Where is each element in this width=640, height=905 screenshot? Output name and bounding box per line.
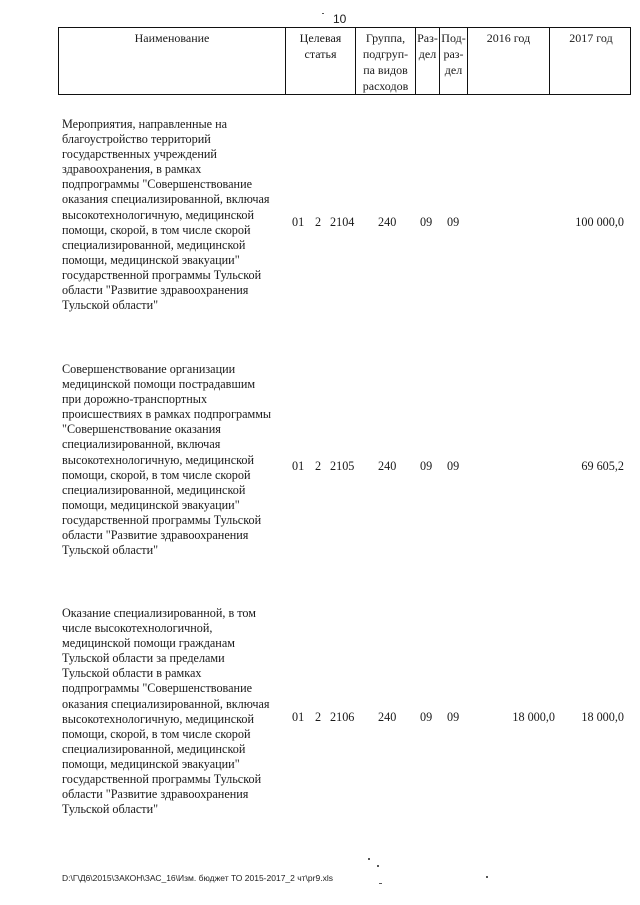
- scan-speck: [368, 858, 370, 860]
- target-code-activity: 2105: [330, 459, 355, 473]
- scan-speck: [322, 13, 324, 14]
- target-code-subprogram: 2: [315, 215, 322, 229]
- header-group-cell: [355, 28, 415, 94]
- table-header: [58, 27, 631, 95]
- scan-speck: [486, 876, 488, 878]
- section-code: 09: [420, 215, 433, 229]
- header-section-cell: [415, 28, 439, 94]
- section-code: 09: [420, 710, 433, 724]
- expense-group: 240: [378, 710, 397, 724]
- target-code-subprogram: 2: [315, 459, 322, 473]
- header-name: Наименование: [134, 31, 210, 45]
- target-code-program: 01: [292, 710, 305, 724]
- subsection-code: 09: [447, 459, 460, 473]
- subsection-code: 09: [447, 710, 460, 724]
- row-name: Совершенствование организации медицинской помощи пострадавшим при дорожно-транспортных происшествиях в рамках подпрограммы "Совершенствование оказания специализированной, включая высокотехнологичную, медицинской помощи, скорой, в том числе скорой специализированной, медицинской помощи, медицинской эвакуации" государственной программы Тульской области "Развитие здравоохранения Тульской области": [62, 362, 272, 558]
- header-target: Целевая статья: [299, 31, 342, 61]
- row-name: Мероприятия, направленные на благоустройство территорий государственных учреждений здравоохранения, в рамках подпрограммы "Совершенствование оказания специализированной, включая высокотехнологичную, медицинской помощи, скорой, в том числе скорой специализированной, медицинской помощи, медицинской эвакуации" государственной программы Тульской области "Развитие здравоохранения Тульской области": [62, 117, 270, 313]
- header-2016-cell: [467, 28, 549, 94]
- target-code-activity: 2104: [330, 215, 355, 229]
- target-code-subprogram: 2: [315, 710, 322, 724]
- section-code: 09: [420, 459, 433, 473]
- amount-2017: 18 000,0: [581, 710, 624, 724]
- header-target-cell: [285, 28, 355, 94]
- header-subsection-cell: [439, 28, 467, 94]
- header-group: Группа, подгруп- па видов расходов: [362, 31, 409, 93]
- amount-2017: 100 000,0: [575, 215, 624, 229]
- subsection-code: 09: [447, 215, 460, 229]
- target-code-program: 01: [292, 215, 305, 229]
- header-name-cell: [59, 28, 285, 94]
- expense-group: 240: [378, 215, 397, 229]
- row-name: Оказание специализированной, в том числе высокотехнологичной, медицинской помощи гражданам Тульской области за пределами Тульской области в рамках подпрограммы "Совершенствование оказания специализированной, включая высокотехнологичную, медицинской помощи, скорой, в том числе скорой специализированной, медицинской помощи, медицинской эвакуации" государственной программы Тульской области "Развитие здравоохранения Тульской области": [62, 606, 270, 817]
- amount-2016: 18 000,0: [512, 710, 555, 724]
- scan-speck: [379, 883, 382, 884]
- target-code-activity: 2106: [330, 710, 355, 724]
- scan-speck: [377, 865, 379, 867]
- header-2017: 2017 год: [569, 31, 613, 45]
- header-2017-cell: [549, 28, 632, 94]
- header-2016: 2016 год: [486, 31, 531, 45]
- target-code-program: 01: [292, 459, 305, 473]
- amount-2017: 69 605,2: [581, 459, 624, 473]
- expense-group: 240: [378, 459, 397, 473]
- header-subsection: Под- раз- дел: [441, 31, 466, 77]
- file-path-footer: D:\Г\Д6\2015\ЗАКОН\ЗАС_16\Изм. бюджет ТО 2015-2017_2 чт\pr9.xls: [62, 873, 333, 883]
- header-section: Раз- дел: [417, 31, 438, 61]
- page-number: 10: [333, 12, 347, 26]
